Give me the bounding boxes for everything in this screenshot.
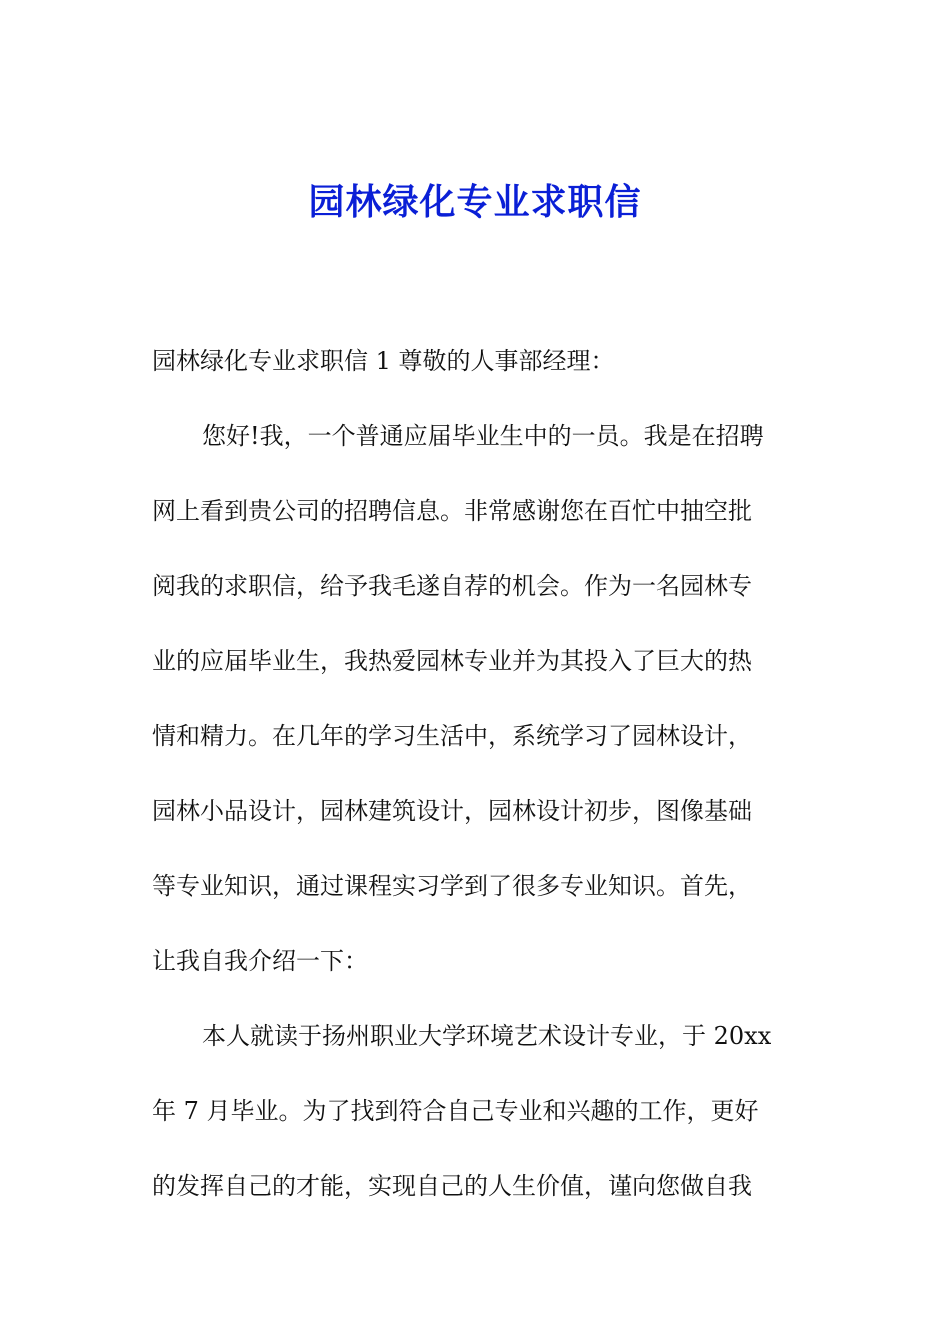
paragraph-line: 业的应届毕业生，我热爱园林专业并为其投入了巨大的热 [152,647,752,675]
letter-body [152,324,802,1224]
paragraph-line: 的发挥自己的才能，实现自己的人生价值，谨向您做自我 [152,1172,752,1200]
salutation-line: 园林绿化专业求职信 1 尊敬的人事部经理： [152,347,615,375]
paragraph-line: 年 7 月毕业。为了找到符合自己专业和兴趣的工作，更好 [152,1097,759,1125]
paragraph-line: 情和精力。在几年的学习生活中，系统学习了园林设计， [152,722,752,750]
paragraph-line: 网上看到贵公司的招聘信息。非常感谢您在百忙中抽空批 [152,497,752,525]
paragraph-line: 园林小品设计，园林建筑设计，园林设计初步，图像基础 [152,797,752,825]
paragraph-line: 本人就读于扬州职业大学环境艺术设计专业，于 20xx [202,1022,772,1050]
paragraph-line: 让我自我介绍一下： [152,947,368,975]
document-title: 园林绿化专业求职信 [308,181,642,223]
paragraph-line: 阅我的求职信，给予我毛遂自荐的机会。作为一名园林专 [152,572,752,600]
paragraph-line: 您好!我，一个普通应届毕业生中的一员。我是在招聘 [202,422,764,450]
paragraph-line: 等专业知识，通过课程实习学到了很多专业知识。首先， [152,872,752,900]
